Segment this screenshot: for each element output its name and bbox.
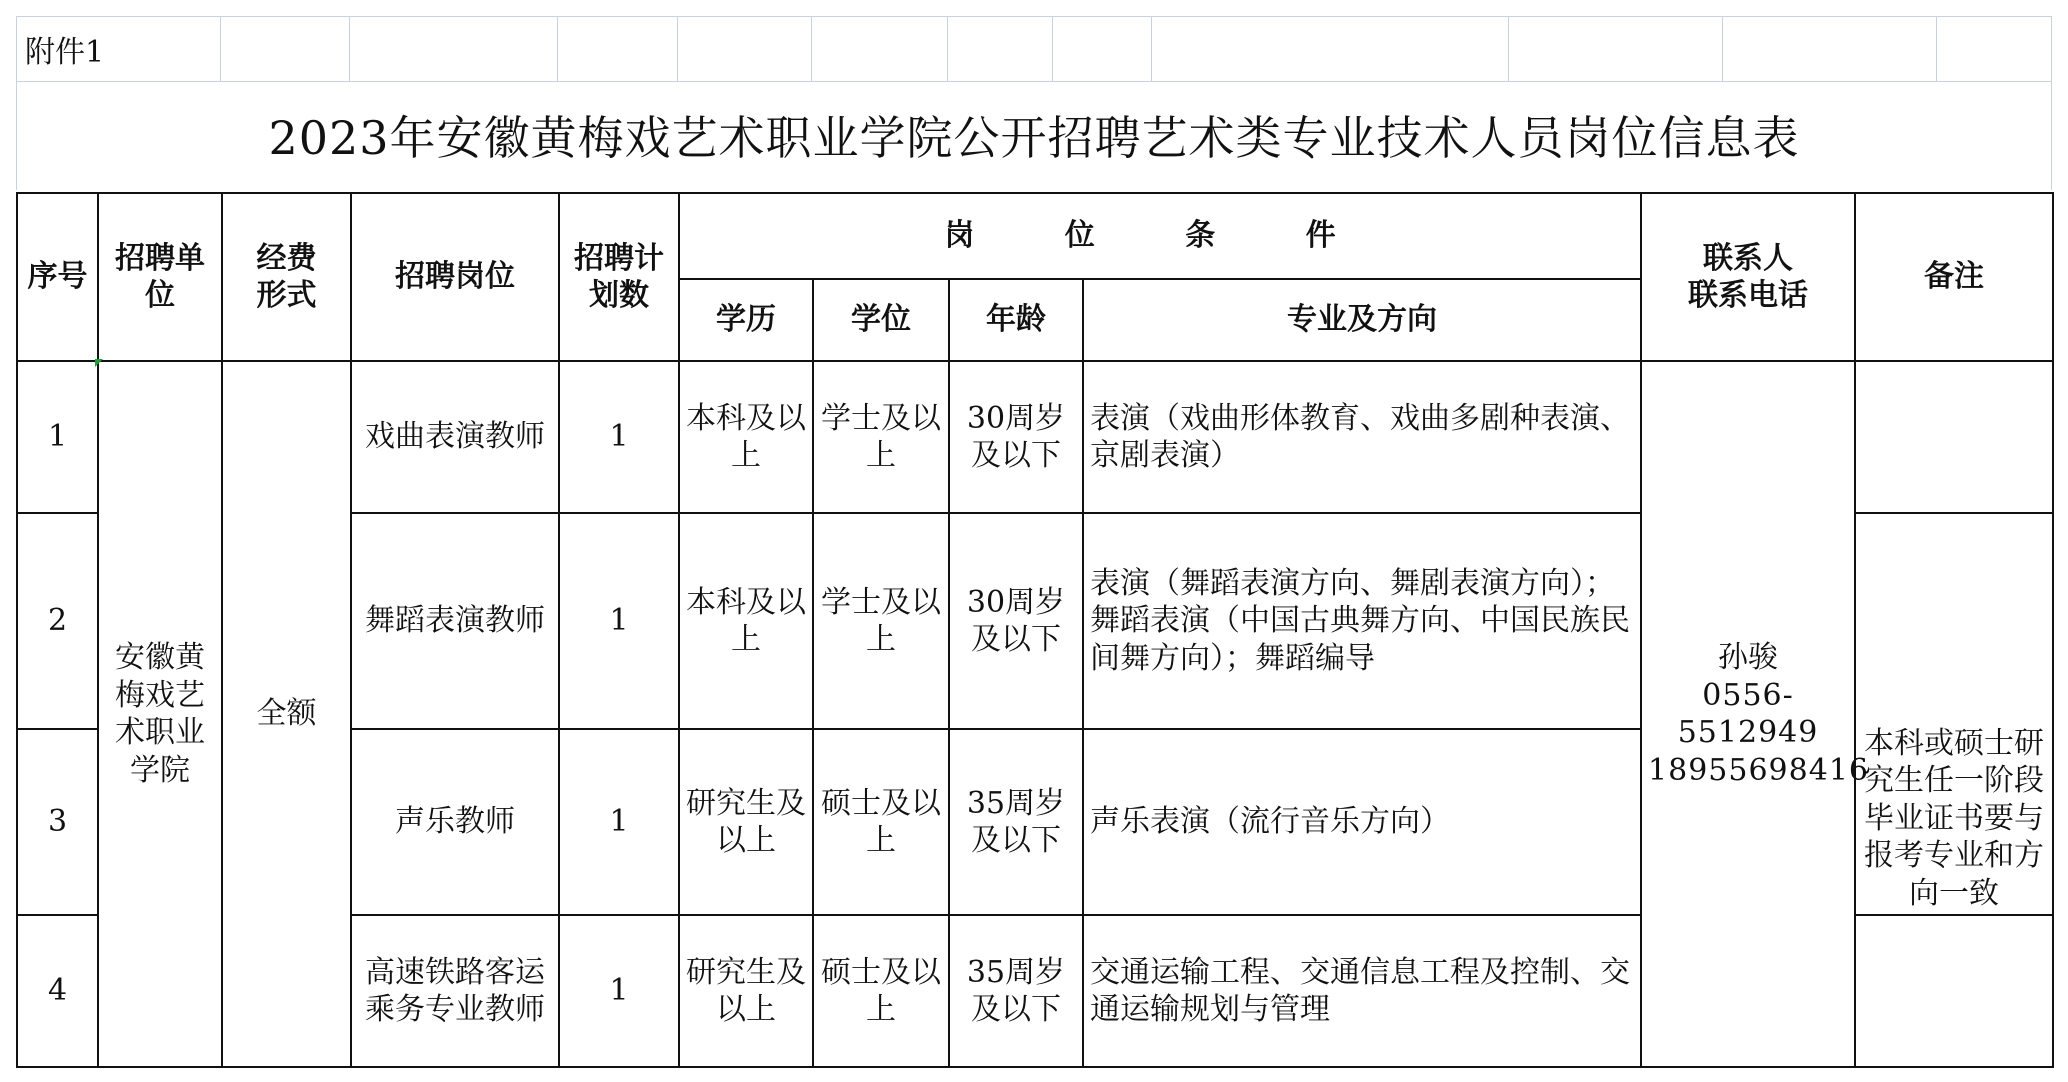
header-conditions: 岗 位 条 件: [679, 193, 1641, 279]
header-unit: 招聘单位: [98, 193, 222, 361]
cell-age: 30周岁及以下: [949, 513, 1083, 729]
empty-cell: [349, 17, 557, 81]
cell-education: 本科及以上: [679, 361, 813, 513]
cell-funding: 全额: [222, 361, 351, 1067]
contact-mobile: 18955698416: [1648, 752, 1869, 788]
cell-major: 表演（舞蹈表演方向、舞剧表演方向）；舞蹈表演（中国古典舞方向、中国民族民间舞方向）；舞蹈编导: [1083, 513, 1641, 729]
cell-plan: 1: [559, 729, 679, 915]
header-seq: 序号: [17, 193, 98, 361]
cell-post: 舞蹈表演教师: [351, 513, 559, 729]
cell-contact: [1641, 361, 1869, 1067]
cell-remark: 本科或硕士研究生任一阶段毕业证书要与报考专业和方向一致: [1855, 513, 2053, 915]
cell-seq: 2: [17, 513, 98, 729]
empty-cell: [1508, 17, 1722, 81]
header-plan: 招聘计划数: [559, 193, 679, 361]
empty-cell: [557, 17, 677, 81]
empty-cell: [1936, 17, 2052, 81]
empty-cell: [1151, 17, 1508, 81]
empty-cell: [1052, 17, 1151, 81]
cell-remark-empty: [1855, 361, 2053, 513]
cell-degree: 学士及以上: [813, 361, 949, 513]
cell-degree: 硕士及以上: [813, 915, 949, 1067]
cell-post: 高速铁路客运乘务专业教师: [351, 915, 559, 1067]
sheet-top-row: [16, 16, 2052, 82]
page-title: 2023年安徽黄梅戏艺术职业学院公开招聘艺术类专业技术人员岗位信息表: [268, 111, 1800, 165]
cell-comment-marker: [95, 359, 103, 367]
cell-education: 研究生及以上: [679, 729, 813, 915]
header-education: 学历: [679, 279, 813, 361]
cell-age: 35周岁及以下: [949, 729, 1083, 915]
cell-seq: 4: [17, 915, 98, 1067]
cell-unit: 安徽黄梅戏艺术职业学院: [98, 361, 222, 1067]
cell-education: 研究生及以上: [679, 915, 813, 1067]
empty-cell: [811, 17, 947, 81]
cell-major: 表演（戏曲形体教育、戏曲多剧种表演、京剧表演）: [1083, 361, 1641, 513]
header-remarks: 备注: [1855, 193, 2053, 361]
cell-age: 35周岁及以下: [949, 915, 1083, 1067]
contact-name: 孙骏: [1718, 640, 1779, 675]
recruitment-table: [16, 192, 2054, 1068]
cell-remark-empty: [1855, 915, 2053, 1067]
header-age: 年龄: [949, 279, 1083, 361]
cell-seq: 3: [17, 729, 98, 915]
cell-post: 戏曲表演教师: [351, 361, 559, 513]
cell-plan: 1: [559, 513, 679, 729]
empty-cell: [677, 17, 811, 81]
header-post: 招聘岗位: [351, 193, 559, 361]
cell-post: 声乐教师: [351, 729, 559, 915]
cell-degree: 学士及以上: [813, 513, 949, 729]
header-funding: 经费形式: [222, 193, 351, 361]
header-degree: 学位: [813, 279, 949, 361]
title-bar: [16, 80, 2052, 190]
empty-cell: [947, 17, 1052, 81]
cell-major: 声乐表演（流行音乐方向）: [1083, 729, 1641, 915]
header-major: 专业及方向: [1083, 279, 1641, 361]
empty-cell: [1722, 17, 1936, 81]
cell-plan: 1: [559, 915, 679, 1067]
cell-education: 本科及以上: [679, 513, 813, 729]
empty-cell: [220, 17, 349, 81]
table-row: [17, 361, 2053, 513]
cell-plan: 1: [559, 361, 679, 513]
cell-major: 交通运输工程、交通信息工程及控制、交通运输规划与管理: [1083, 915, 1641, 1067]
cell-degree: 硕士及以上: [813, 729, 949, 915]
cell-seq: 1: [17, 361, 98, 513]
header-contact: 联系人 联系电话: [1641, 193, 1855, 361]
attachment-label: 附件1: [16, 17, 220, 81]
cell-age: 30周岁及以下: [949, 361, 1083, 513]
contact-phone: 0556-5512949: [1677, 677, 1819, 750]
